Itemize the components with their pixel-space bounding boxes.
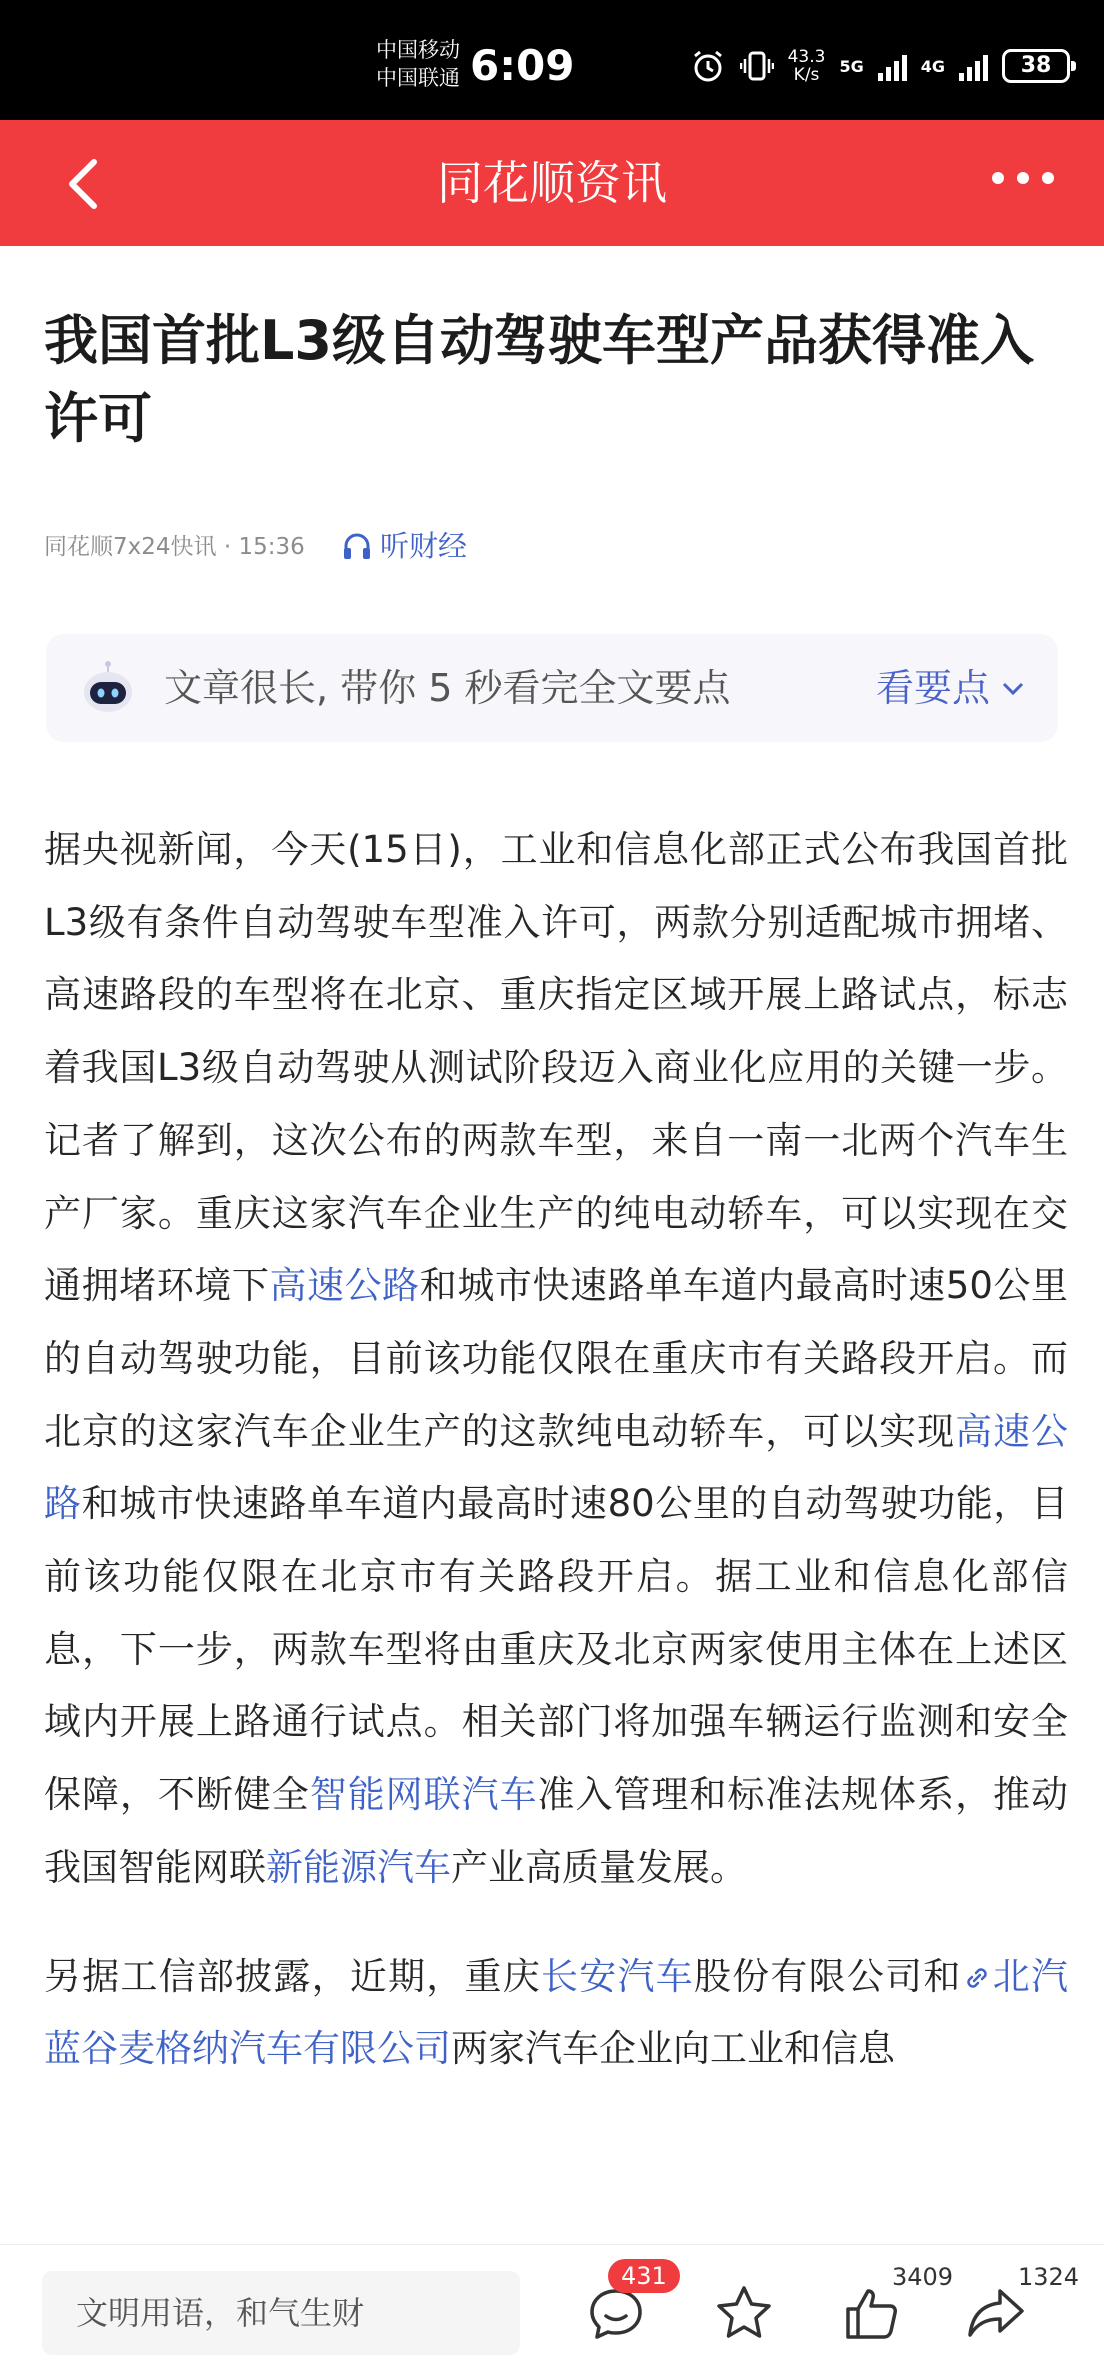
keyword-link-highway[interactable]: 高速公路 [269, 1264, 420, 1308]
battery-icon: 38 [1002, 49, 1070, 83]
text-segment: 产业高质量发展。 [451, 1845, 747, 1889]
text-segment: 股份有限公司和 [693, 1954, 962, 1998]
article-meta: 同花顺7x24快讯 · 15:36 [44, 534, 305, 560]
keyword-link-smart-connected-car[interactable]: 智能网联汽车 [309, 1773, 538, 1817]
status-bar [0, 0, 1104, 120]
share-count: 1324 [1018, 2263, 1080, 2291]
article-body [44, 814, 1068, 2086]
vibrate-icon [740, 48, 774, 84]
article-title: 我国首批L3级自动驾驶车型产品获得准入许可 [44, 309, 1034, 450]
text-segment: 另据工信部披露，近期，重庆 [44, 1954, 541, 1998]
signal-icon-2 [959, 51, 988, 81]
text-segment: 和城市快速路单车道内最高时速50公里的自动驾驶功能，目前该功能仅限在重庆市有关路段开启。而北京的这家汽车企业生产的这款纯电动轿车，可以实现 [44, 1264, 1069, 1453]
summary-banner[interactable] [46, 634, 1058, 742]
view-highlights-button[interactable] [876, 662, 1026, 714]
like-count: 3409 [892, 2263, 954, 2291]
text-segment: 和城市快速路单车道内最高时速80公里的自动驾驶功能，目前该功能仅限在北京市有关路段开启。据工业和信息化部信息，下一步，两款车型将由重庆及北京两家使用主体在上述区域内开展上路通行试点。相关部门将加强车辆运行监测和安全保障，不断健全 [44, 1482, 1068, 1817]
article-paragraph [44, 1941, 1068, 2086]
stock-link-changan[interactable]: 长安汽车 [541, 1954, 694, 1998]
listen-button[interactable] [342, 526, 467, 566]
carrier-names [376, 36, 460, 92]
link-icon[interactable] [962, 1963, 992, 1993]
signal-icon-1 [878, 51, 907, 81]
speed-unit: K/s [793, 65, 820, 85]
favorite-button[interactable] [712, 2281, 776, 2345]
company-link-baic-bluepark[interactable]: 北汽蓝谷麦格纳汽车有限公司 [44, 1954, 1069, 2071]
keyword-link-new-energy-car[interactable]: 新能源汽车 [266, 1845, 451, 1889]
network-speed [788, 48, 826, 84]
headphones-icon [342, 531, 372, 561]
text-segment: 准入管理和标准法规体系，推动我国智能网联 [44, 1773, 1069, 1889]
summary-text: 文章很长, 带你 5 秒看完全文要点 [164, 666, 731, 710]
clock: 6:09 [470, 41, 575, 90]
net-type-2: 4G [920, 56, 945, 76]
view-highlights-label: 看要点 [875, 666, 990, 710]
text-segment: 两家汽车企业向工业和信息 [451, 2027, 895, 2071]
article-paragraph [44, 814, 1068, 1905]
chevron-down-icon [1000, 675, 1026, 701]
comment-count-badge: 431 [608, 2259, 680, 2293]
text-segment: 据央视新闻，今天(15日)，工业和信息化部正式公布我国首批L3级有条件自动驾驶车型准入许可，两款分别适配城市拥堵、高速路段的车型将在北京、重庆指定区域开展上路试点，标志着我国L3级自动驾驶从测试阶段迈入商业化应用的关键一步。记者了解到，这次公布的两款车型，来自一南一北两个汽车生产厂家。重庆这家汽车企业生产的纯电动轿车，可以实现在交通拥堵环境下 [44, 828, 1068, 1308]
app-header [0, 120, 1104, 246]
header-title: 同花顺资讯 [437, 156, 667, 210]
net-type-1: 5G [839, 56, 864, 76]
carrier-1: 中国移动 [376, 38, 460, 62]
listen-label: 听财经 [380, 529, 468, 563]
robot-icon [80, 658, 136, 714]
comment-input[interactable]: 文明用语，和气生财 [42, 2271, 520, 2355]
status-icons [690, 44, 1070, 88]
alarm-icon [690, 48, 726, 84]
keyword-link-highway[interactable]: 高速公路 [44, 1409, 1069, 1526]
star-icon [712, 2281, 776, 2345]
more-options-icon[interactable] [992, 172, 1054, 184]
bottom-action-bar [0, 2244, 1104, 2376]
speed-value: 43.3 [787, 47, 826, 67]
carrier-2: 中国联通 [376, 66, 460, 90]
